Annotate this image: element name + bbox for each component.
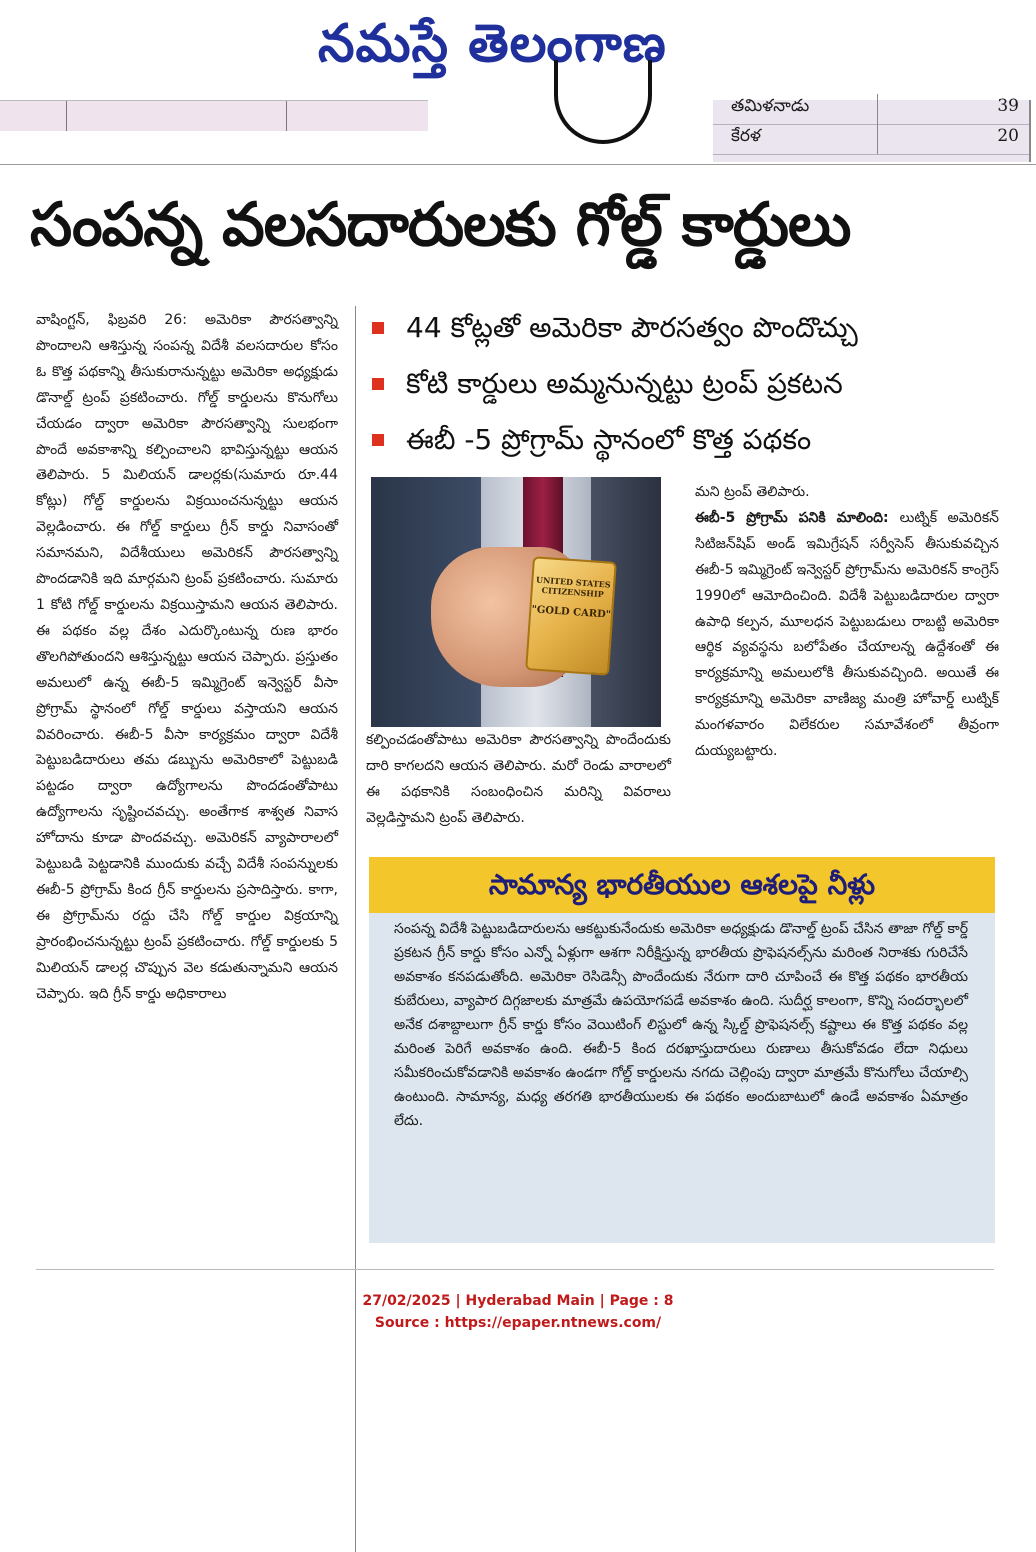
column-divider — [66, 101, 67, 131]
article-headline: సంపన్న వలసదారులకు గోల్డ్‌ కార్డులు — [30, 190, 851, 260]
article-column-left: వాషింగ్టన్‌, ఫిబ్రవరి 26: అమెరికా పౌరసత్వాన్ని పొందాలని ఆశిస్తున్న సంపన్న విదేశీ వలసదారుల కోసం ఓ కొత్త పథకాన్ని తీసుకురానున్నట్టు అమెరికా అధ్యక్షుడు డొనాల్డ్‌ ట్రంప్‌ ప్రకటించారు. గోల్డ్‌ కార్డులను కొనుగోలు చేయడం ద్వారా అమెరికా పౌరసత్వాన్ని సులభంగా పొందే అవకాశాన్ని కల్పించాలని భావిస్తున్నట్టు ఆయన తెలిపారు. 5 మిలియన్‌ డాలర్లకు(సుమారు రూ.44 కోట్లు) గోల్డ్‌ కార్డులను విక్రయించనున్నట్టు ఆయన వెల్లడించారు. ఈ గోల్డ్‌ కార్డులు గ్రీన్‌ కార్డు నివాసంతో సమానమని, విదేశీయులు అమెరికన్‌ పౌరసత్వాన్ని పొందడానికి ఇది మార్గమని ట్రంప్‌ ప్రకటించారు. సుమారు 1 కోటి గోల్డ్‌ కార్డులను విక్రయిస్తామని ఆయన తెలిపారు. ఈ పథకం వల్ల దేశం ఎదుర్కొంటున్న రుణ భారం తొలగిపోతుందని ఆశిస్తున్నట్టు ఆయన చెప్పారు. ప్రస్తుతం అమలులో ఉన్న ఈబీ-5 ఇమ్మిగ్రెంట్‌ ఇన్వెస్టర్‌ వీసా ప్రోగ్రామ్‌ స్థానంలో గోల్డ్‌ కార్డులు వస్తాయని ఆయన వివరించారు. ఈబీ-5 వీసా కార్యక్రమం ద్వారా విదేశీ పెట్టుబడిదారులు తమ డబ్బును అమెరికాలో పెట్టుబడి పట్టడం ద్వారా ఉద్యోగాలను పొందడంతోపాటు ఉద్యోగాలను సృష్టించవచ్చు. అంతేగాక శాశ్వత నివాస హోదాను కూడా పొందవచ్చు. అమెరికన్‌ వ్యాపారాలలో పెట్టుబడి పెట్టడానికి ముందుకు వచ్చే విదేశీ సంపన్నులకు ఈబీ-5 ప్రోగ్రామ్‌ కింద గ్రీన్‌ కార్డులను ప్రసాదిస్తారు. కాగా, ఈ ప్రోగ్రామ్‌ను రద్దు చేసి గోల్డ్‌ కార్డుల విక్రయాన్ని ప్రారంభించనున్నట్టు ట్రంప్‌ ప్రకటించారు. గోల్డ్‌ కార్డులకు 5 మిలియన్‌ డాలర్ల చొప్పున వెల కడుతున్నామని ఆయన చెప్పారు. ఇది గ్రీన్‌ కార్డు అధికారాలు — [36, 312, 338, 1002]
previous-article-table-fragment — [0, 100, 428, 131]
bullet-text: 44 కోట్లతో అమెరికా పౌరసత్వం పొందొచ్చు — [406, 311, 858, 344]
subheading: ఈబీ-5 ప్రోగ్రామ్‌ పనికి మాలింది: — [695, 509, 900, 526]
bullet-text: ఈబీ -5 ప్రోగ్రామ్‌ స్థానంలో కొత్త పథకం — [406, 423, 812, 456]
column-divider — [877, 94, 878, 124]
column-body: లుట్నిక్‌ అమెరికన్‌ సిటిజన్‌షిప్‌ అండ్‌ ఇమిగ్రేషన్‌ సర్వీసెస్‌ తీసుకువచ్చిన ఈబీ-5 ఇమ్మిగ్రెంట్‌ ఇన్వెస్టర్‌ ప్రోగ్రామ్‌ను అమెరికన్‌ కాంగ్రెస్‌ 1990లో ఆమోదించింది. విదేశీ పెట్టుబడిదారుల ద్వారా ఉపాధి కల్పన, మూలధన పెట్టుబడులు రాబట్టి అమెరికా ఆర్థిక వ్యవస్థను బలోపేతం చేయాలన్న ఉద్దేశంతో ఈ కార్యక్రమాన్ని అమలులోకి తీసుకువచ్చింది. అయితే ఈ కార్యక్రమాన్ని అమెరికా వాణిజ్య మంత్రి హోవార్డ్‌ లుట్నిక్‌ మంగళవారం విలేకరుల సమావేశంలో తీవ్రంగా దుయ్యబట్టారు. — [695, 509, 999, 760]
highlight-bullet — [370, 356, 1010, 412]
column-divider — [355, 306, 356, 1552]
table-border — [1029, 100, 1031, 162]
divider — [0, 164, 1036, 165]
state-value: 39 — [997, 96, 1019, 116]
article-column-right — [695, 480, 999, 765]
masthead-logo: నమస్తే తెలంగాణ — [318, 13, 667, 74]
footer-source: Source : https://epaper.ntnews.com/ — [374, 1315, 662, 1331]
gold-card-line1: UNITED STATES CITIZENSHIP — [535, 574, 611, 600]
state-value: 20 — [997, 126, 1019, 146]
column-divider — [877, 124, 878, 154]
highlight-bullet — [370, 300, 1010, 356]
bullet-square-icon — [372, 434, 384, 446]
highlight-bullets — [370, 300, 1010, 468]
sidebar-heading: సామాన్య భారతీయుల ఆశలపై నీళ్లు — [369, 857, 995, 913]
previous-article-strip — [0, 96, 1036, 165]
state-name: కేరళ — [731, 126, 761, 146]
article-column-middle: కల్పించడంతోపాటు అమెరికా పౌరసత్వాన్ని పొందేందుకు దారి కాగలదని ఆయన తెలిపారు. మరో రెండు వారాలలో ఈ పథకానికి సంబంధించిన మరిన్ని వివరాలు వెల్లడిస్తామని ట్రంప్‌ తెలిపారు. — [366, 732, 671, 826]
sidebar-body: సంపన్న విదేశీ పెట్టుబడిదారులను ఆకట్టుకునేందుకు అమెరికా అధ్యక్షుడు డొనాల్డ్‌ ట్రంప్‌ చేసిన తాజా గోల్డ్‌ కార్డ్‌ ప్రకటన గ్రీన్‌ కార్డు కోసం ఎన్నో ఏళ్లుగా ఆశగా నిరీక్షిస్తున్న భారతీయ ప్రొఫెషనల్స్‌ను మరింత నిరాశకు గురిచేసే అవకాశం కనపడుతోంది. అమెరికా రెసిడెన్సీ పొందేందుకు నేరుగా దారి చూపించే ఈ కొత్త పథకం భారతీయ కుబేరులు, వ్యాపార దిగ్గజాలకు మాత్రమే ఉపయోగపడే అవకాశం ఉంది. సుదీర్ఘ కాలంగా, కొన్ని సందర్భాలలో అనేక దశాబ్దాలుగా గ్రీన్‌ కార్డు కోసం వెయిటింగ్‌ లిస్టులో ఉన్న స్కిల్డ్‌ ప్రొఫెషనల్స్‌ కష్టాలు ఈ కొత్త పథకం వల్ల మరింత పెరిగే అవకాశం ఉంది. ఈబీ-5 కింద దరఖాస్తుదారులు రుణాలు తీసుకోవడం లేదా నిధులు సమీకరించుకోవడానికి అవకాశం ఉండగా గోల్డ్‌ కార్డులను నగదు చెల్లింపు ద్వారా మాత్రమే కొనుగోలు చేయాల్సి ఉంటుంది. సామాన్య, మధ్య తరగతి భారతీయులకు ఈ పథకం అందుబాటులో ఉండే అవకాశం ఏమాత్రం లేదు. — [394, 921, 968, 1129]
footer-date-edition: 27/02/2025 | Hyderabad Main | Page : 8 — [362, 1293, 674, 1309]
gold-card-line2: "GOLD CARD" — [531, 604, 612, 621]
masthead — [0, 0, 1036, 100]
previous-article-table — [713, 96, 1031, 162]
sidebar-box — [369, 857, 995, 1243]
bullet-square-icon — [372, 378, 384, 390]
table-row — [713, 94, 1031, 125]
gold-card — [525, 556, 617, 676]
bullet-square-icon — [372, 322, 384, 334]
table-row — [713, 124, 1031, 155]
previous-article-graphic — [554, 60, 652, 144]
column-lead: మని ట్రంప్‌ తెలిపారు. — [695, 484, 810, 500]
gold-card-photo — [371, 477, 661, 727]
state-name: తమిళనాడు — [731, 96, 810, 116]
divider — [36, 1269, 994, 1270]
highlight-bullet — [370, 412, 1010, 468]
page-footer — [0, 1290, 1036, 1334]
column-divider — [286, 101, 287, 131]
bullet-text: కోటి కార్డులు అమ్మనున్నట్టు ట్రంప్‌ ప్రకటన — [406, 367, 843, 400]
